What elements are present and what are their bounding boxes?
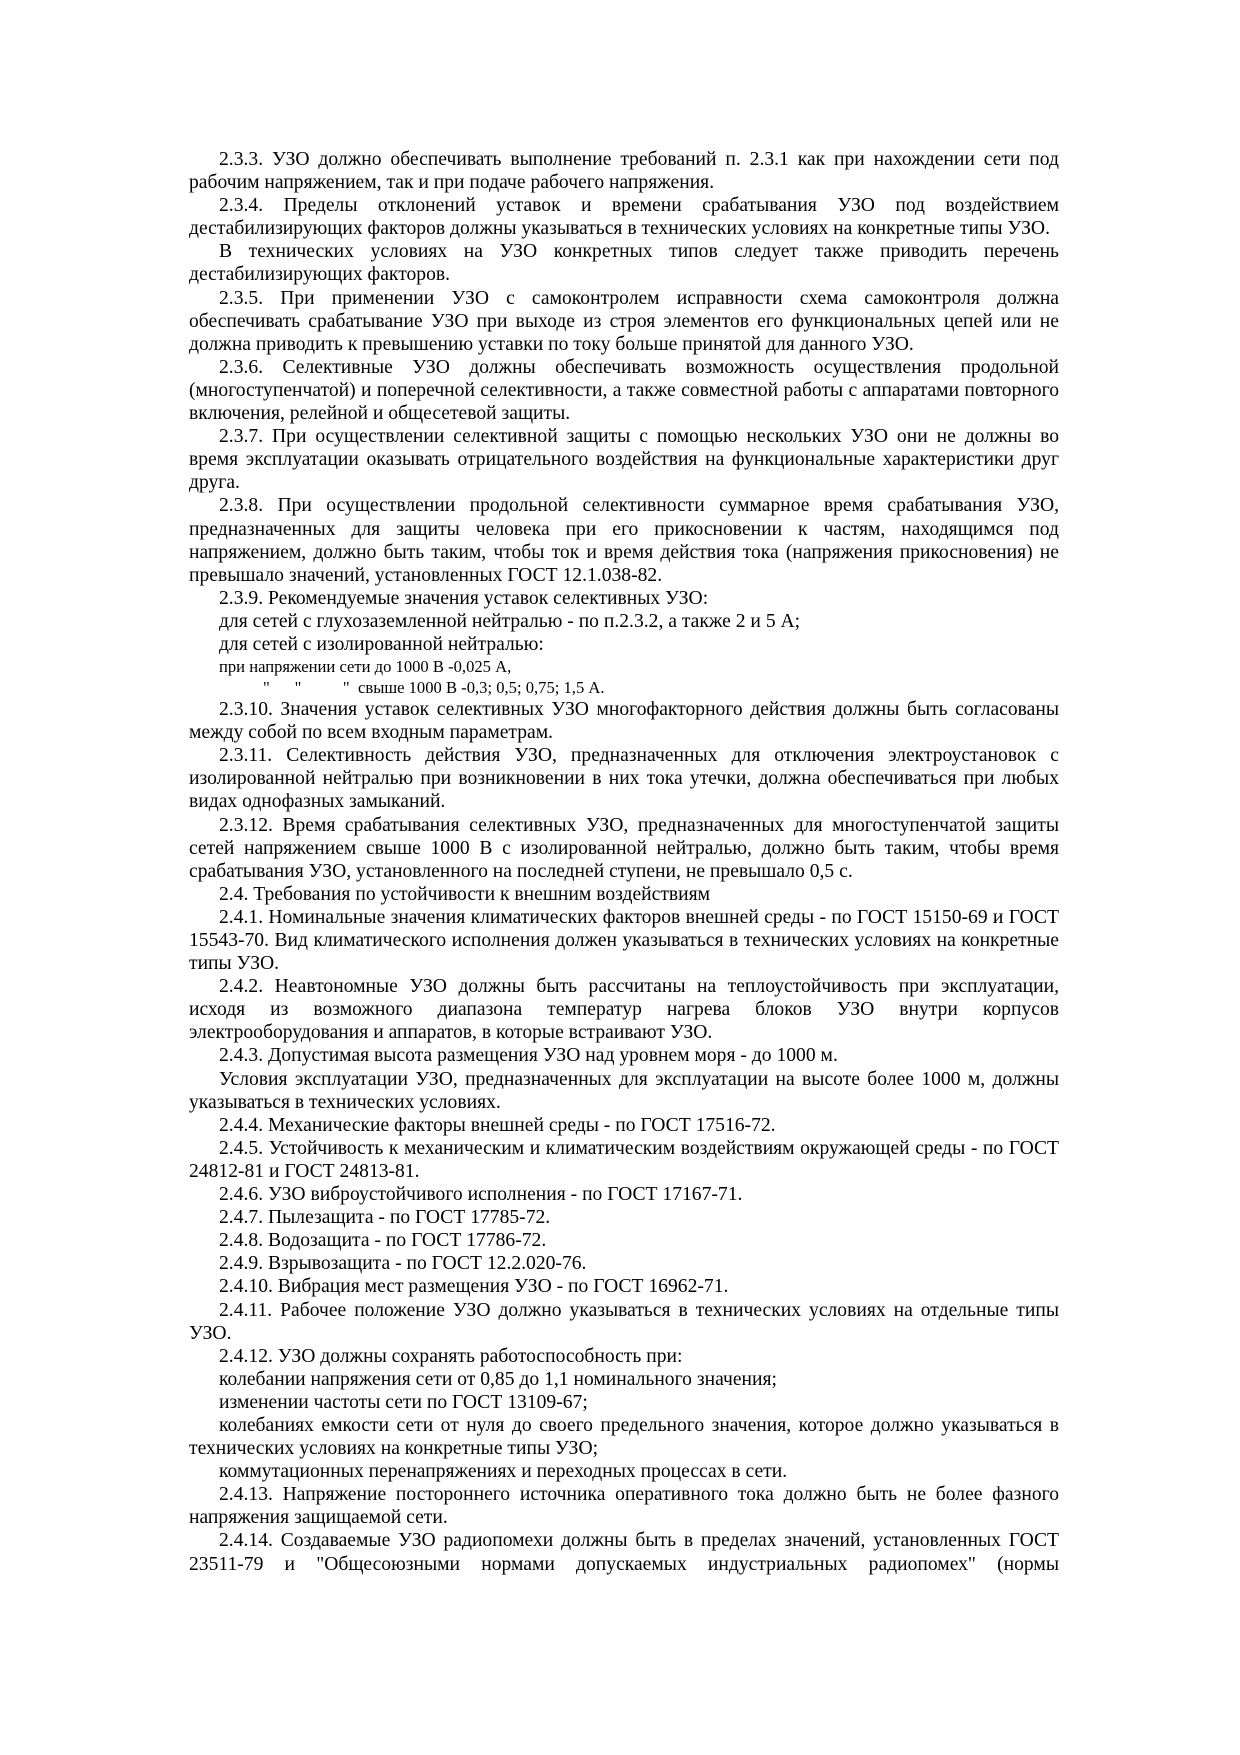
paragraph-2-4-11: 2.4.11. Рабочее положение УЗО должно указываться в технических условиях на отдельные типы УЗО. [189, 1299, 1059, 1344]
paragraph-altitude-conditions: Условия эксплуатации УЗО, предназначенных для эксплуатации на высоте более 1000 м, должны указываться в технических условиях. [189, 1068, 1059, 1113]
paragraph-2-4-9: 2.4.9. Взрывозащита - по ГОСТ 12.2.020-76. [219, 1253, 587, 1275]
paragraph-voltage-fluctuation: колебании напряжения сети от 0,85 до 1,1 номинального значения; [219, 1368, 777, 1390]
paragraph-2-4-5: 2.4.5. Устойчивость к механическим и климатическим воздействиям окружающей среды - по ГОСТ 24812-81 и ГОСТ 24813-81. [189, 1137, 1059, 1182]
paragraph-2-3-3: 2.3.3. УЗО должно обеспечивать выполнение требований п. 2.3.1 как при нахождении сети под рабочим напряжением, так и при подаче рабочего напряжения. [189, 149, 1059, 194]
paragraph-2-4-10: 2.4.10. Вибрация мест размещения УЗО - по ГОСТ 16962-71. [219, 1276, 729, 1298]
paragraph-2-3-6: 2.3.6. Селективные УЗО должны обеспечивать возможность осуществления продольной (многоступенчатой) и поперечной селективности, а также совместной работы с аппаратами повторного включения, релейной и общесетевой защиты. [189, 356, 1059, 425]
paragraph-2-4-3: 2.4.3. Допустимая высота размещения УЗО над уровнем моря - до 1000 м. [219, 1045, 838, 1067]
paragraph-2-4-1: 2.4.1. Номинальные значения климатических факторов внешней среды - по ГОСТ 15150-69 и ГОСТ 15543-70. Вид климатического исполнения должен указываться в технических условиях на конкретные типы УЗО. [189, 906, 1059, 975]
paragraph-2-3-9: 2.3.9. Рекомендуемые значения уставок селективных УЗО: [219, 587, 709, 609]
paragraph-2-3-12: 2.3.12. Время срабатывания селективных УЗО, предназначенных для многоступенчатой защиты сетей напряжением свыше 1000 В с изолированной нейтралью, должно быть таким, чтобы время срабатывания УЗО, установленного на последней ступени, не превышало 0,5 с. [189, 814, 1059, 882]
paragraph-2-4-12: 2.4.12. УЗО должны сохранять работоспособность при: [219, 1345, 683, 1367]
paragraph-capacitance-fluctuation: колебаниях емкости сети от нуля до своего предельного значения, которое должно указываться в технических условиях на конкретные типы УЗО; [189, 1414, 1059, 1460]
paragraph-2-3-8: 2.3.8. При осуществлении продольной селективности суммарное время срабатывания УЗО, предназначенных для защиты человека при его прикосновении к частям, находящимся под напряжением, должно быть таким, чтобы ток и время действия тока (напряжения прикосновения) не превышало значений, установленных ГОСТ 12.1.038-82. [189, 495, 1059, 586]
paragraph-2-3-4: 2.3.4. Пределы отклонений уставок и времени срабатывания УЗО под воздействием дестабилизирующих факторов должны указываться в технических условиях на конкретные типы УЗО. [189, 195, 1059, 240]
paragraph-grounded-neutral: для сетей с глухозаземленной нейтралью - по п.2.3.2, а также 2 и 5 А; [219, 610, 801, 632]
small-line-over-1000v: " " " свыше 1000 В -0,3; 0,5; 0,75; 1,5 А. [263, 678, 605, 698]
section-heading-2-4: 2.4. Требования по устойчивости к внешним воздействиям [219, 883, 711, 905]
paragraph-2-4-8: 2.4.8. Водозащита - по ГОСТ 17786-72. [219, 1230, 547, 1252]
paragraph-2-3-11: 2.3.11. Селективность действия УЗО, предназначенных для отключения электроустановок с изолированной нейтралью при возникновении в них тока утечки, должна обеспечиваться при любых видах однофазных замыканий. [189, 745, 1059, 813]
paragraph-destab-factors: В технических условиях на УЗО конкретных типов следует также приводить перечень дестабилизирующих факторов. [189, 241, 1059, 286]
paragraph-2-4-13: 2.4.13. Напряжение постороннего источника оперативного тока должно быть не более фазного напряжения защищаемой сети. [189, 1484, 1059, 1529]
document-page [189, 148, 1059, 1576]
paragraph-2-4-14: 2.4.14. Создаваемые УЗО радиопомехи должны быть в пределах значений, установленных ГОСТ 23511-79 и "Общесоюзными нормами допускаемых индустриальных радиопомех" (нормы [189, 1530, 1059, 1575]
paragraph-frequency-change: изменении частоты сети по ГОСТ 13109-67; [219, 1391, 588, 1413]
paragraph-2-4-6: 2.4.6. УЗО виброустойчивого исполнения - по ГОСТ 17167-71. [219, 1184, 743, 1206]
paragraph-2-4-7: 2.4.7. Пылезащита - по ГОСТ 17785-72. [219, 1207, 551, 1229]
paragraph-2-4-2: 2.4.2. Неавтономные УЗО должны быть рассчитаны на теплоустойчивость при эксплуатации, исходя из возможного диапазона температур нагрева блоков УЗО внутри корпусов электрооборудования и аппаратов, в которые встраивают УЗО. [189, 976, 1059, 1044]
paragraph-2-3-5: 2.3.5. При применении УЗО с самоконтролем исправности схема самоконтроля должна обеспечивать срабатывание УЗО при выходе из строя элементов его функциональных цепей или не должна приводить к превышению уставки по току больше принятой для данного УЗО. [189, 287, 1059, 355]
paragraph-2-4-4: 2.4.4. Механические факторы внешней среды - по ГОСТ 17516-72. [219, 1114, 776, 1136]
paragraph-switching-overvoltage: коммутационных перенапряжениях и переходных процессах в сети. [219, 1461, 788, 1483]
paragraph-2-3-10: 2.3.10. Значения уставок селективных УЗО многофакторного действия должны быть согласованы между собой по всем входным параметрам. [189, 699, 1059, 744]
paragraph-2-3-7: 2.3.7. При осуществлении селективной защиты с помощью нескольких УЗО они не должны во время эксплуатации оказывать отрицательного воздействия на функциональные характеристики друг друга. [189, 426, 1059, 494]
paragraph-isolated-neutral: для сетей с изолированной нейтралью: [219, 633, 544, 655]
small-line-up-to-1000v: при напряжении сети до 1000 В -0,025 А, [219, 657, 512, 677]
